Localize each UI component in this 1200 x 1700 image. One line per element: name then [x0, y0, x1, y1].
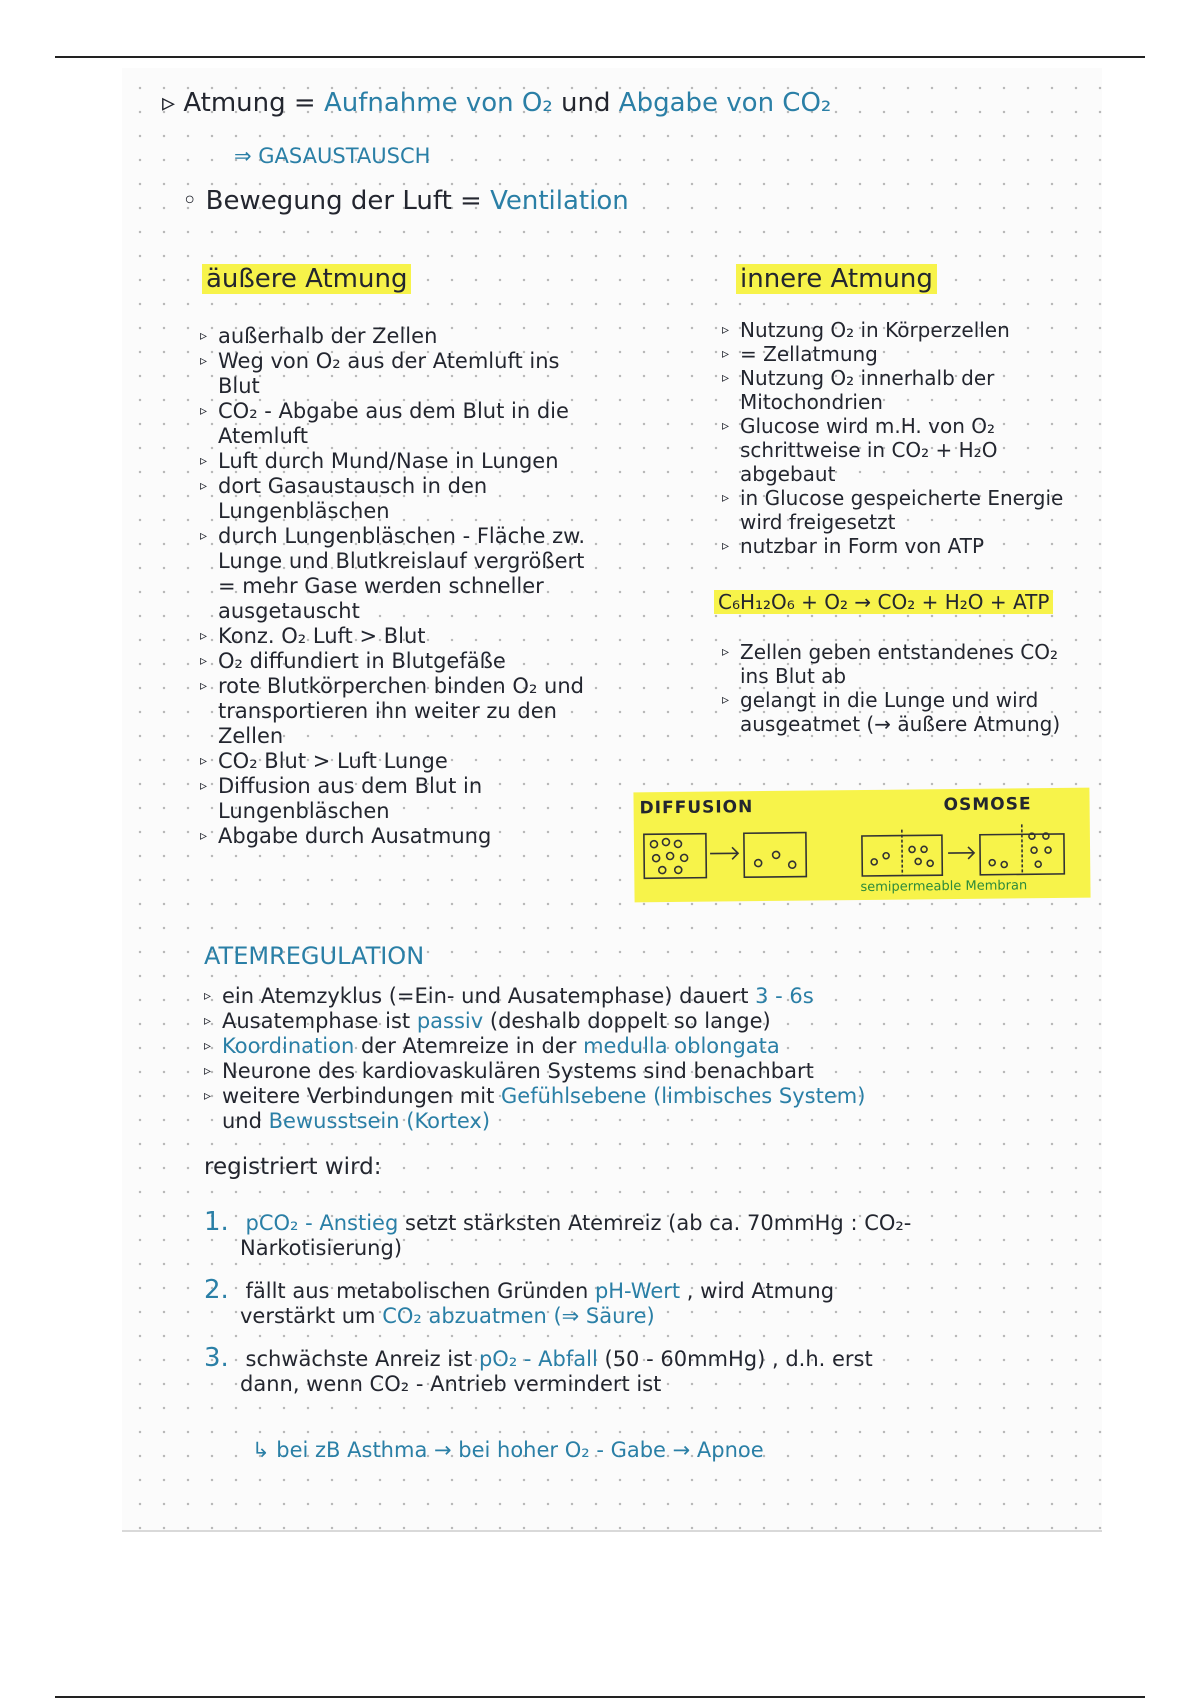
list-item: ▹ Diffusion aus dem Blut in Lungenbläschen	[200, 774, 600, 824]
list-item: ▹ Konz. O₂ Luft > Blut	[200, 624, 600, 649]
aufnahme-text: Aufnahme von O₂	[323, 88, 553, 118]
list-item	[204, 984, 1064, 1009]
registriert-label: registriert wird:	[204, 1154, 382, 1180]
inner-heading: innere Atmung	[736, 264, 937, 294]
atemzyklus-duration: 3 - 6s	[755, 984, 814, 1008]
gasaustausch-text: ⇒ GASAUSTAUSCH	[234, 144, 431, 168]
regulation-heading: ATEMREGULATION	[204, 942, 425, 970]
inner-list-2	[722, 640, 1092, 736]
atmung-text: , wird Atmung	[686, 1279, 835, 1303]
osmose-after-beaker	[980, 824, 1065, 875]
ph-wert-text: pH-Wert	[594, 1279, 681, 1303]
numbered-item-1	[204, 1207, 1064, 1261]
narkotisierung-text: Narkotisierung)	[240, 1236, 403, 1260]
footnote-asthma: ↳ bei zB Asthma → bei hoher O₂ - Gabe → Apnoe	[252, 1438, 764, 1462]
po2-abfall-text: pO₂ - Abfall	[478, 1347, 598, 1371]
ausatemphase-text: Ausatemphase ist	[222, 1009, 411, 1033]
osmose-before-beaker	[862, 829, 942, 876]
list-item: ▹ außerhalb der Zellen	[200, 324, 600, 349]
koordination-text: Koordination	[222, 1034, 355, 1058]
antrieb-text: dann, wenn CO₂ - Antrieb vermindert ist	[240, 1372, 662, 1396]
list-item	[204, 1084, 1064, 1134]
bewusstsein-text: Bewusstsein (Kortex)	[268, 1109, 491, 1133]
list-item: ▹ gelangt in die Lunge und wird ausgeatmet (→ äußere Atmung)	[722, 688, 1092, 736]
list-item: ▹ rote Blutkörperchen binden O₂ und transportieren ihn weiter zu den Zellen	[200, 674, 600, 749]
list-item	[204, 1034, 1064, 1059]
number-2: 2.	[204, 1275, 229, 1305]
gefuehlsebene-text: Gefühlsebene (limbisches System)	[501, 1084, 866, 1108]
inner-list	[722, 318, 1092, 558]
intro-line-ventilation	[182, 186, 629, 216]
top-rule	[55, 56, 1145, 58]
list-item: ▹ Weg von O₂ aus der Atemluft ins Blut	[200, 349, 600, 399]
list-item: ▹ Nutzung O₂ in Körperzellen	[722, 318, 1092, 342]
membrane-label: semipermeable Membran	[860, 878, 1028, 896]
osmose-label: OSMOSE	[943, 794, 1032, 816]
atemreize-text: der Atemreize in der	[360, 1034, 577, 1058]
atemreiz-text: setzt stärksten Atemreiz (ab ca. 70mmHg : CO₂-	[405, 1211, 912, 1235]
abgabe-text: Abgabe von CO₂	[618, 88, 832, 118]
intro-line-atmung	[162, 88, 831, 118]
doppelt-text: (deshalb doppelt so lange)	[489, 1009, 771, 1033]
list-item: ▹ Nutzung O₂ innerhalb der Mitochondrien	[722, 366, 1092, 414]
abatmen-text: CO₂ abzuatmen (⇒ Säure)	[382, 1304, 655, 1328]
list-item: ▹ Glucose wird m.H. von O₂ schrittweise in CO₂ + H₂O abgebaut	[722, 414, 1092, 486]
verstaerkt-text: verstärkt um	[240, 1304, 376, 1328]
list-item: ▹ Zellen geben entstandenes CO₂ ins Blut ab	[722, 640, 1092, 688]
atemzyklus-text: ein Atemzyklus (=Ein- und Ausatemphase) dauert	[222, 984, 749, 1008]
und-text: und	[561, 88, 611, 118]
arrow-icon	[948, 847, 974, 859]
mmhg-text: (50 - 60mmHg) , d.h. erst	[604, 1347, 873, 1371]
atmung-label: ▹ Atmung =	[162, 88, 316, 118]
diffusion-before-beaker	[644, 834, 706, 879]
pco2-anstieg-text: pCO₂ - Anstieg	[245, 1211, 399, 1235]
und-text-2: und	[222, 1109, 262, 1133]
medulla-text: medulla oblongata	[583, 1034, 780, 1058]
list-item: ▹ nutzbar in Form von ATP	[722, 534, 1092, 558]
list-item: ▹ durch Lungenbläschen - Fläche zw. Lunge und Blutkreislauf vergrößert = mehr Gase werden schneller ausgetauscht	[200, 524, 600, 624]
verbindungen-text: weitere Verbindungen mit	[222, 1084, 495, 1108]
list-item: ▹ = Zellatmung	[722, 342, 1092, 366]
numbered-item-3	[204, 1343, 1064, 1397]
list-item: ▹ CO₂ Blut > Luft Lunge	[200, 749, 600, 774]
anreiz-text: schwächste Anreiz ist	[245, 1347, 473, 1371]
bottom-rule	[55, 1696, 1145, 1698]
list-item	[204, 1009, 1064, 1034]
outer-list	[200, 324, 600, 849]
number-1: 1.	[204, 1207, 229, 1237]
bewegung-label: ◦ Bewegung der Luft =	[182, 186, 482, 216]
diffusion-after-beaker	[744, 833, 806, 878]
numbered-item-2	[204, 1275, 1064, 1329]
metabolisch-text: fällt aus metabolischen Gründen	[245, 1279, 589, 1303]
list-item: ▹ Neurone des kardiovaskulären Systems sind benachbart	[204, 1059, 1064, 1084]
regulation-list	[204, 984, 1064, 1134]
list-item: ▹ CO₂ - Abgabe aus dem Blut in die Atemluft	[200, 399, 600, 449]
diffusion-osmose-diagram	[633, 788, 1090, 903]
zellatmung-equation: C₆H₁₂O₆ + O₂ → CO₂ + H₂O + ATP	[714, 590, 1053, 614]
diffusion-label: DIFFUSION	[639, 797, 754, 819]
outer-heading: äußere Atmung	[202, 264, 411, 294]
ventilation-text: Ventilation	[490, 186, 629, 216]
list-item: ▹ Abgabe durch Ausatmung	[200, 824, 600, 849]
number-3: 3.	[204, 1343, 229, 1373]
arrow-icon	[710, 847, 738, 859]
list-item: ▹ Luft durch Mund/Nase in Lungen	[200, 449, 600, 474]
passiv-text: passiv	[416, 1009, 484, 1033]
list-item: ▹ dort Gasaustausch in den Lungenbläschen	[200, 474, 600, 524]
list-item: ▹ O₂ diffundiert in Blutgefäße	[200, 649, 600, 674]
list-item: ▹ in Glucose gespeicherte Energie wird freigesetzt	[722, 486, 1092, 534]
